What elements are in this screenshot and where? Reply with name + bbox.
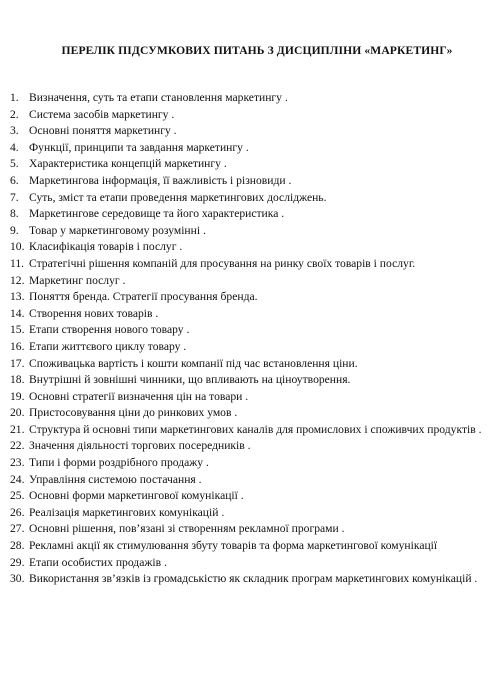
list-item (10, 206, 494, 223)
item-text: Маркетинг послуг . (29, 273, 126, 287)
item-number: 24. (10, 472, 25, 486)
list-item (10, 173, 494, 190)
list-item (10, 356, 494, 373)
item-number: 18. (10, 373, 25, 387)
list-item (10, 123, 494, 140)
item-text: Основні рішення, пов’язані зі створенням рекламної програми . (29, 522, 345, 536)
item-text: Реалізація маркетингових комунікацій . (29, 505, 225, 519)
list-item (10, 455, 494, 472)
item-number: 27. (10, 522, 25, 536)
list-item (10, 273, 494, 290)
list-item (10, 422, 494, 439)
list-item (10, 223, 494, 240)
item-number: 23. (10, 456, 25, 470)
item-number: 22. (10, 439, 25, 453)
list-item (10, 190, 494, 207)
item-number: 3. (10, 124, 19, 138)
item-text: Етапи особистих продажів . (29, 555, 167, 569)
list-item (10, 372, 494, 389)
item-text: Основні стратегії визначення цін на товари . (29, 389, 249, 403)
list-item (10, 405, 494, 422)
item-number: 28. (10, 539, 25, 553)
item-text: Маркетингова інформація, її важливість і різновиди . (29, 173, 292, 187)
list-item (10, 322, 494, 339)
item-text: Характеристика концепцій маркетингу . (29, 157, 227, 171)
list-item (10, 306, 494, 323)
list-item (10, 555, 494, 572)
item-number: 13. (10, 290, 25, 304)
item-number: 15. (10, 323, 25, 337)
item-text: Пристосовування ціни до ринкових умов . (29, 406, 238, 420)
item-number: 25. (10, 489, 25, 503)
list-item (10, 339, 494, 356)
item-number: 12. (10, 273, 25, 287)
list-item (10, 538, 494, 555)
item-number: 26. (10, 505, 25, 519)
item-number: 19. (10, 389, 25, 403)
item-text: Внутрішні й зовнішні чинники, що впливають на ціноутворення. (29, 373, 351, 387)
item-number: 16. (10, 339, 25, 353)
list-item (10, 289, 494, 306)
item-text: Типи і форми роздрібного продажу . (29, 456, 209, 470)
list-item (10, 472, 494, 489)
list-item (10, 389, 494, 406)
item-text: Суть, зміст та етапи проведення маркетингових досліджень. (29, 190, 327, 204)
list-item (10, 438, 494, 455)
item-number: 30. (10, 572, 25, 586)
item-number: 10. (10, 240, 25, 254)
item-text: Система засобів маркетингу . (29, 107, 175, 121)
list-item (10, 256, 494, 273)
item-text: Управління системою постачання . (29, 472, 202, 486)
item-text: Створення нових товарів . (29, 306, 159, 320)
item-text: Товар у маркетинговому розумінні . (29, 223, 206, 237)
item-number: 9. (10, 223, 19, 237)
item-text: Рекламні акції як стимулювання збуту товарів та форма маркетингової комунікації (29, 539, 438, 553)
list-item (10, 488, 494, 505)
item-text: Класифікація товарів і послуг . (29, 240, 183, 254)
item-number: 2. (10, 107, 19, 121)
item-number: 5. (10, 157, 19, 171)
item-number: 8. (10, 207, 19, 221)
item-text: Споживацька вартість і кошти компанії під час встановлення ціни. (29, 356, 358, 370)
item-text: Основні форми маркетингової комунікації . (29, 489, 244, 503)
item-text: Маркетингове середовище та його характеристика . (29, 207, 285, 221)
list-item (10, 571, 494, 588)
document-title: ПЕРЕЛІК ПІДСУМКОВИХ ПИТАНЬ З ДИСЦИПЛІНИ «МАРКЕТИНГ» (61, 44, 453, 57)
item-text: Структура й основні типи маркетингових каналів для промислових і споживчих продуктів . (29, 422, 482, 436)
list-item (10, 505, 494, 522)
item-number: 1. (10, 91, 19, 104)
list-item (10, 140, 494, 157)
item-text: Етапи створення нового товару . (29, 323, 190, 337)
item-number: 7. (10, 190, 19, 204)
item-number: 14. (10, 306, 25, 320)
item-number: 6. (10, 173, 19, 187)
list-item (10, 156, 494, 173)
item-number: 17. (10, 356, 25, 370)
list-item (10, 107, 494, 124)
question-list (10, 90, 494, 588)
item-number: 11. (10, 256, 25, 270)
item-number: 29. (10, 555, 25, 569)
item-number: 20. (10, 406, 25, 420)
item-text: Етапи життєвого циклу товару . (29, 339, 187, 353)
item-number: 4. (10, 140, 19, 154)
item-number: 21. (10, 422, 25, 436)
item-text: Функції, принципи та завдання маркетингу . (29, 140, 249, 154)
list-item (10, 239, 494, 256)
item-text: Стратегічні рішення компаній для просування на ринку своїх товарів і послуг. (29, 256, 416, 270)
item-text: Використання зв’язків із громадськістю як складник програм маркетингових комунікацій . (29, 572, 478, 586)
item-text: Визначення, суть та етапи становлення маркетингу . (29, 91, 288, 104)
item-text: Поняття бренда. Стратегії просування бренда. (29, 290, 258, 304)
list-item (10, 90, 494, 107)
item-text: Основні поняття маркетингу . (29, 124, 177, 138)
list-item (10, 521, 494, 538)
item-text: Значення діяльності торгових посередників . (29, 439, 251, 453)
